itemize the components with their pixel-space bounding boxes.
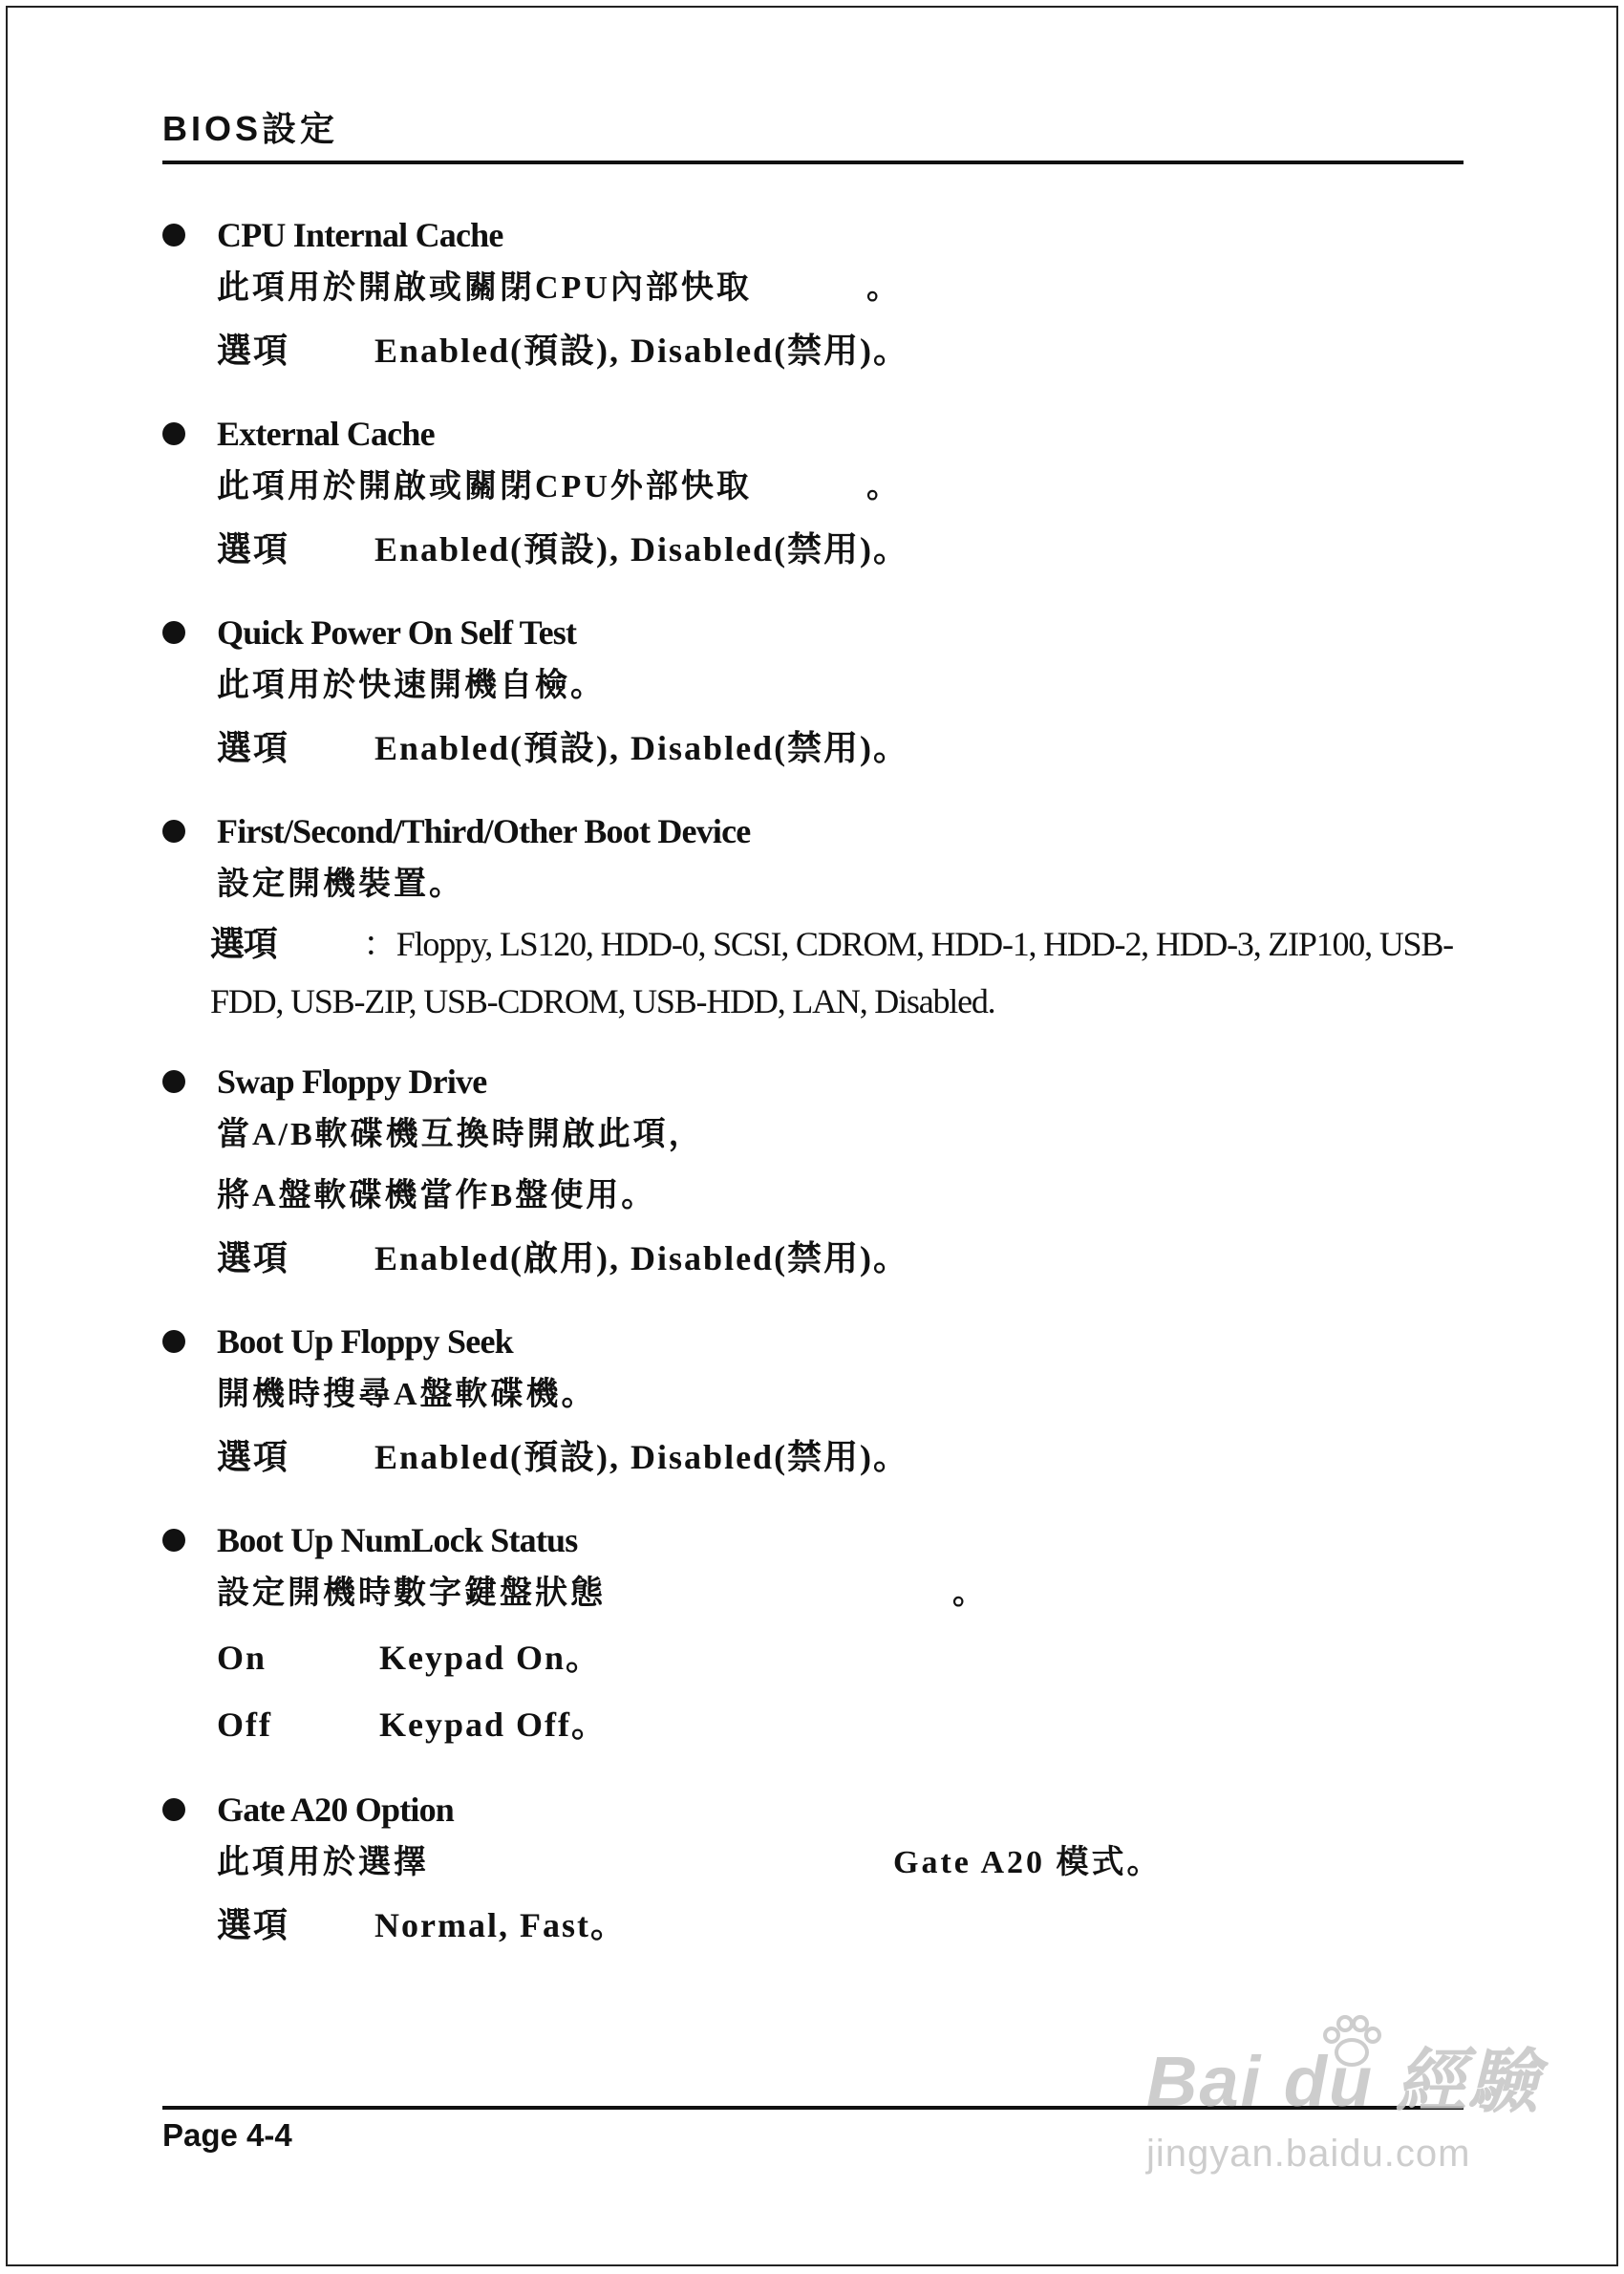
section-gate-a20-option [162, 1787, 1464, 1957]
page-header [162, 110, 1464, 164]
options-value: Enabled(預設), Disabled(禁用)。 [374, 729, 910, 767]
section-title: First/Second/Third/Other Boot Device [217, 812, 751, 850]
numlock-state-off [217, 1691, 1464, 1758]
options-value: Enabled(預設), Disabled(禁用)。 [374, 530, 910, 568]
section-title: CPU Internal Cache [217, 216, 503, 254]
section-title: Swap Floppy Drive [217, 1062, 487, 1101]
baidu-watermark [1146, 2026, 1548, 2217]
section-description: 此項用於開啟或關閉CPU外部快取 。 [217, 469, 902, 504]
section-title: External Cache [217, 415, 435, 453]
section-description-2: 將A盤軟碟機當作B盤使用。 [217, 1178, 657, 1213]
section-title: Quick Power On Self Test [217, 613, 577, 652]
options-label: 選項 [217, 1239, 290, 1277]
section-cpu-internal-cache [162, 212, 1464, 382]
options-value: Enabled(預設), Disabled(禁用)。 [374, 1438, 910, 1476]
section-description: 設定開機裝置。 [217, 867, 464, 902]
bullet-icon [162, 224, 185, 247]
section-quick-power-on-self-test [162, 610, 1464, 780]
bullet-icon [162, 1330, 185, 1353]
options-label: 選項 [217, 1438, 290, 1476]
section-options [217, 1894, 1464, 1957]
section-options [217, 1227, 1464, 1290]
options-label: 選項 [217, 332, 290, 370]
state-key: On [217, 1639, 267, 1677]
header-title: BIOS設定 [162, 109, 339, 148]
watermark-logo: Bai du 經驗 [1146, 2042, 1541, 2121]
section-title: Gate A20 Option [217, 1791, 455, 1829]
bullet-icon [162, 1070, 185, 1093]
options-value: ：Floppy, LS120, HDD-0, SCSI, CDROM, HDD-1, HDD-2, HDD-3, ZIP100, USB-FDD, USB-ZIP, USB-CDROM, USB-HDD, LAN, Disabled. [210, 925, 1453, 1020]
bullet-icon [162, 820, 185, 843]
options-label: 選項 [217, 729, 290, 767]
options-value: Enabled(預設), Disabled(禁用)。 [374, 332, 910, 370]
section-description: 此項用於快速開機自檢。 [217, 668, 606, 703]
options-label: 選項 [217, 1906, 290, 1944]
section-boot-up-numlock-status [162, 1517, 1464, 1758]
numlock-state-on [217, 1624, 1464, 1691]
section-description: 此項用於開啟或關閉CPU內部快取 。 [217, 270, 902, 306]
section-options [217, 1426, 1464, 1489]
bullet-icon [162, 621, 185, 644]
options-value: Normal, Fast。 [374, 1906, 627, 1944]
section-boot-device [162, 808, 1464, 1030]
bullet-icon [162, 1798, 185, 1821]
state-value: Keypad On。 [379, 1639, 603, 1677]
options-label: 選項 [217, 530, 290, 568]
document-body [162, 212, 1464, 1985]
section-description: 開機時搜尋A盤軟碟機。 [217, 1377, 597, 1412]
bullet-icon [162, 422, 185, 445]
section-title: Boot Up NumLock Status [217, 1521, 578, 1559]
section-swap-floppy-drive [162, 1059, 1464, 1290]
section-options [210, 915, 1464, 1030]
section-options [217, 717, 1464, 780]
section-options [217, 319, 1464, 382]
section-title: Boot Up Floppy Seek [217, 1322, 513, 1361]
paw-icon [1318, 2014, 1385, 2071]
state-key: Off [217, 1706, 272, 1744]
bullet-icon [162, 1529, 185, 1552]
section-options [217, 518, 1464, 581]
section-description: 設定開機時數字鍵盤狀態 。 [217, 1576, 988, 1611]
section-description: 當A/B軟碟機互換時開啟此項， [217, 1117, 704, 1152]
watermark-url: jingyan.baidu.com [1146, 2133, 1471, 2175]
section-boot-up-floppy-seek [162, 1319, 1464, 1489]
options-value: Enabled(啟用), Disabled(禁用)。 [374, 1239, 910, 1277]
section-external-cache [162, 411, 1464, 581]
options-label: 選項 [210, 925, 277, 963]
page-number: Page 4-4 [162, 2117, 292, 2153]
state-value: Keypad Off。 [379, 1706, 609, 1744]
section-description: 此項用於選擇 Gate A20 模式。 [217, 1845, 1163, 1880]
